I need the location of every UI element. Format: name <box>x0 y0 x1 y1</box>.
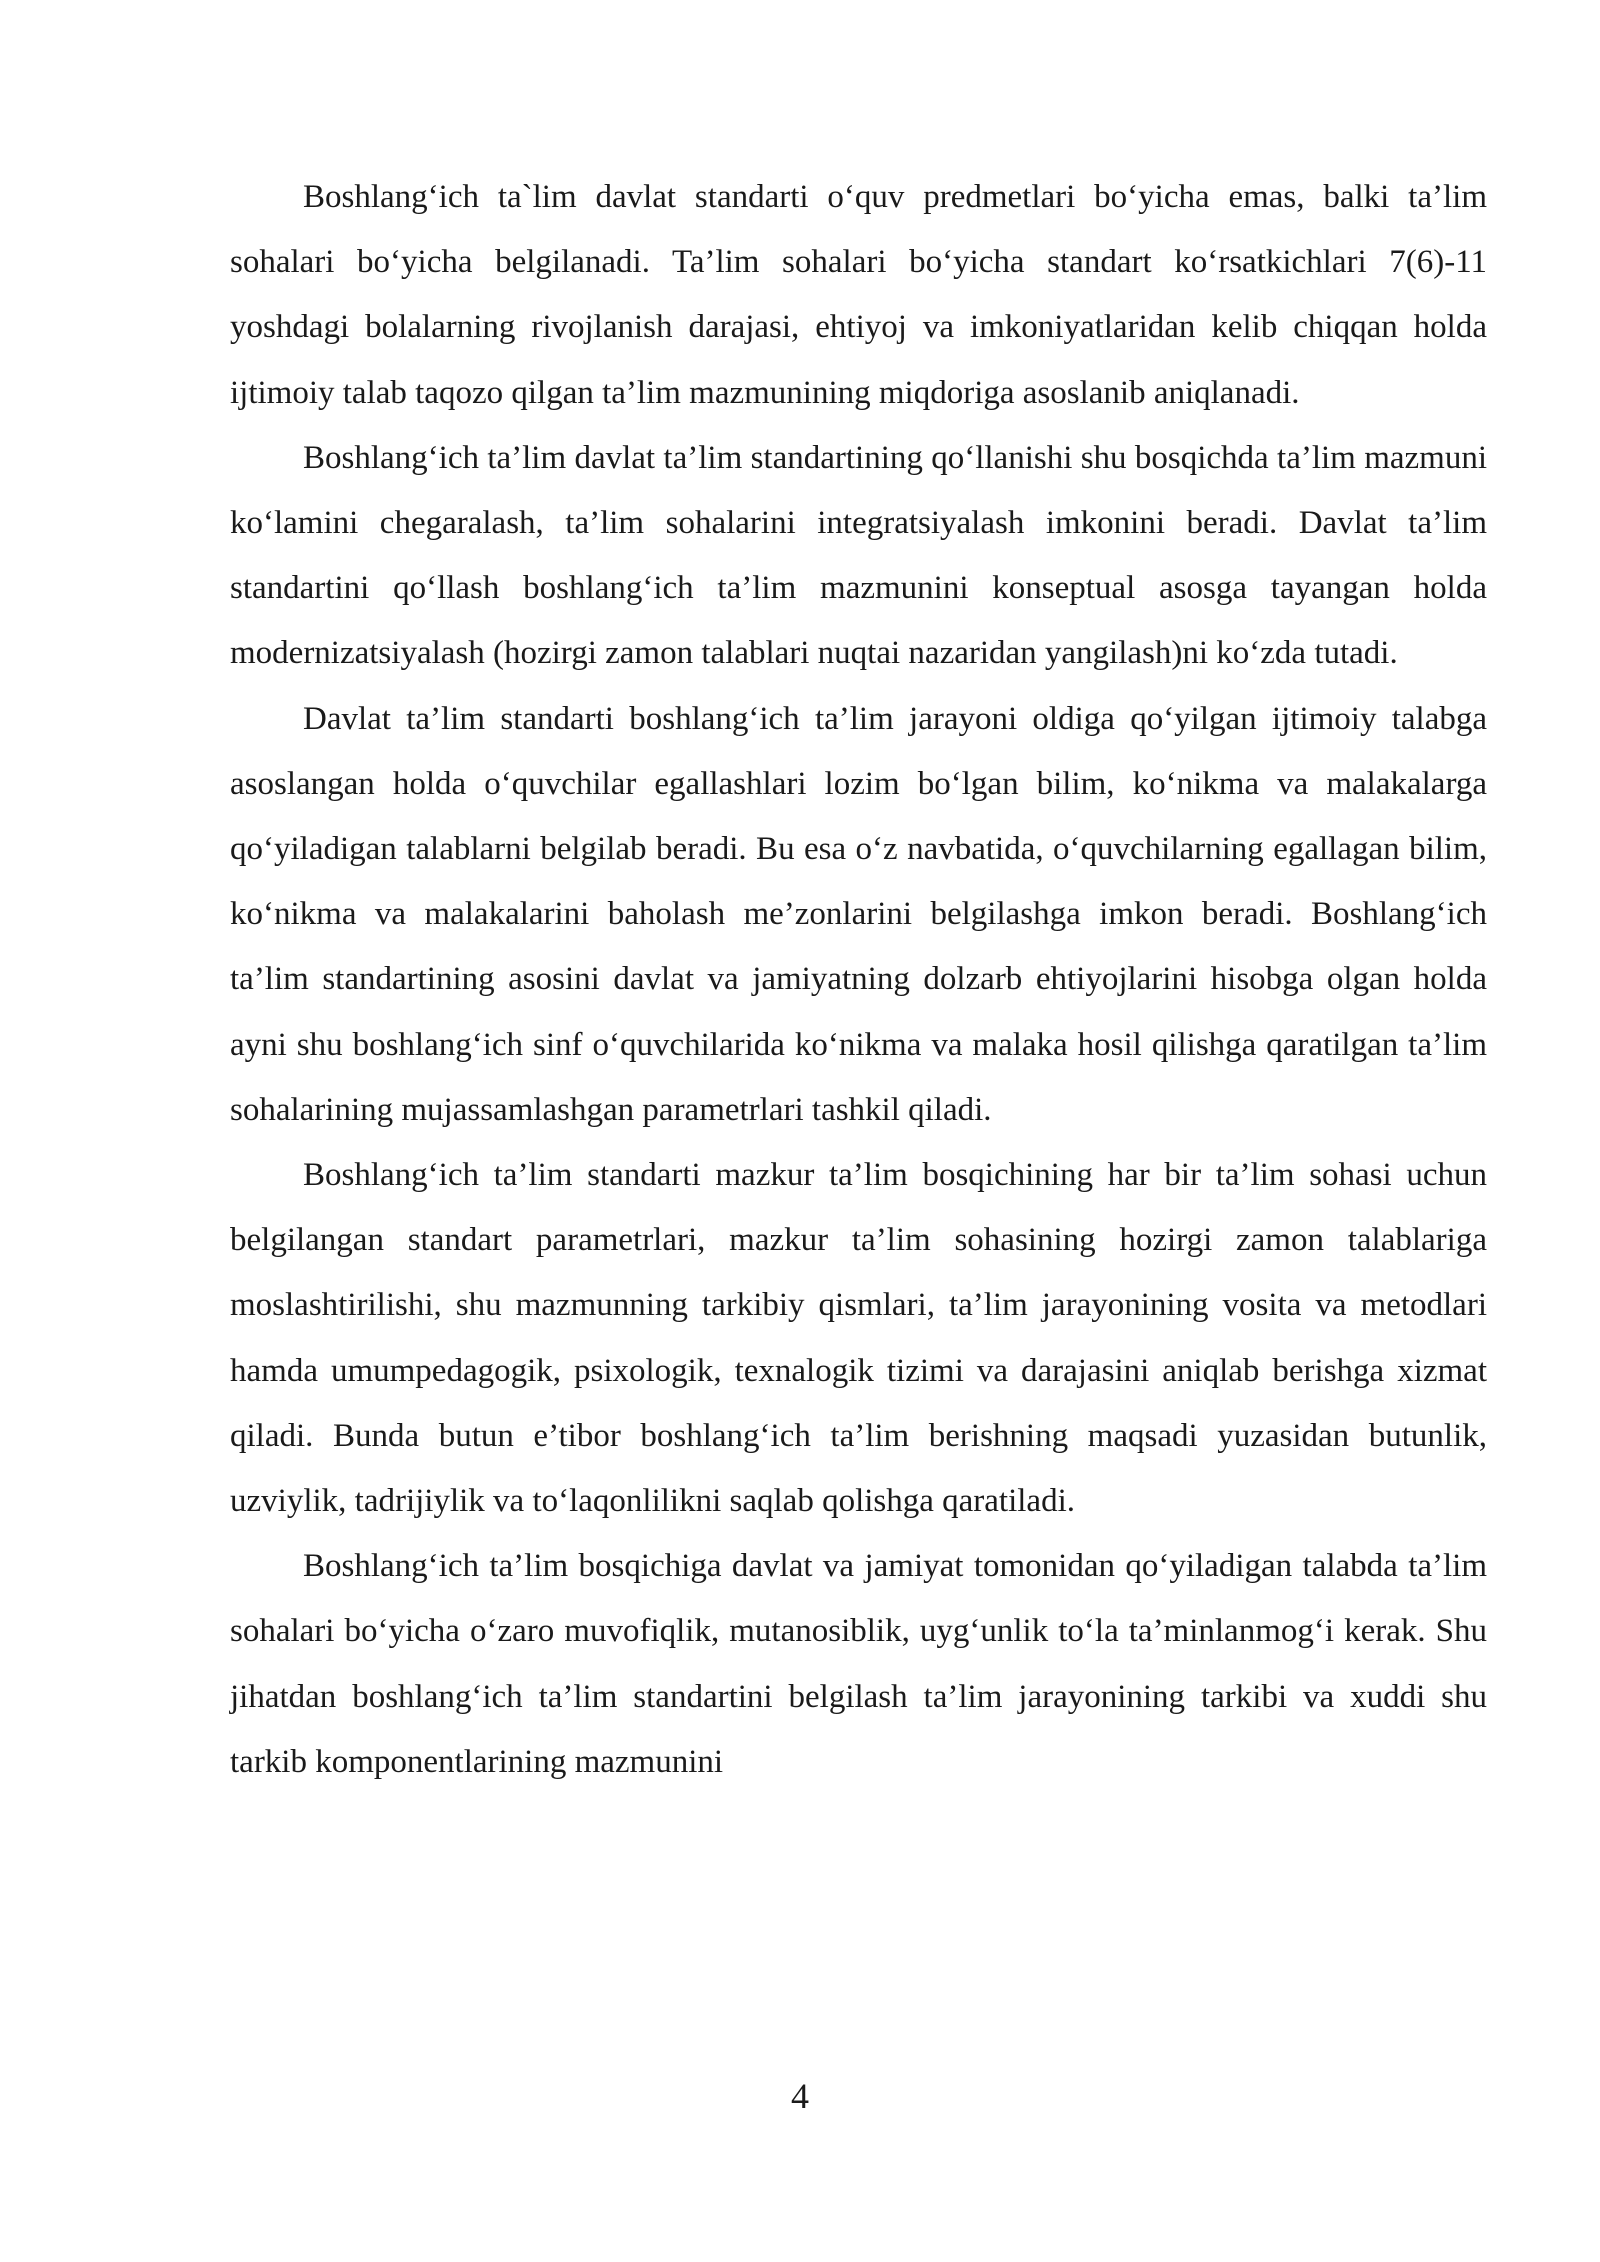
paragraph-4: Boshlang‘ich ta’lim standarti mazkur ta’lim bosqichining har bir ta’lim sohasi uchun belgilangan standart parametrlari, mazkur ta’lim sohasining hozirgi zamon talablariga moslashtirilishi, shu mazmunning tarkibiy qismlari, ta’lim jarayonining vosita va metodlari hamda umumpedagogik, psixologik, texnalogik tizimi va darajasini aniqlab berishga xizmat qiladi. Bunda butun e’tibor boshlang‘ich ta’lim berishning maqsadi yuzasidan butunlik, uzviylik, tadrijiylik va to‘laqonlilikni saqlab qolishga qaratiladi. <box>230 1157 1487 1520</box>
paragraph-2: Boshlang‘ich ta’lim davlat ta’lim standartining qo‘llanishi shu bosqichda ta’lim mazmuni ko‘lamini chegaralash, ta’lim sohalarini integratsiyalash imkonini beradi. Davlat ta’lim standartini qo‘llash boshlang‘ich ta’lim mazmunini konseptual asosga tayangan holda modernizatsiyalash (hozirgi zamon talablari nuqtai nazaridan yangilash)ni ko‘zda tutadi. <box>230 439 1487 672</box>
paragraph-5: Boshlang‘ich ta’lim bosqichiga davlat va jamiyat tomonidan qo‘yiladigan talabda ta’lim sohalari bo‘yicha o‘zaro muvofiqlik, mutanosiblik, uyg‘unlik to‘la ta’minlanmog‘i kerak. Shu jihatdan boshlang‘ich ta’lim standartini belgilash ta’lim jarayonining tarkibi va xuddi shu tarkib komponentlarining mazmunini <box>230 1548 1487 1780</box>
body-text <box>230 165 1487 1795</box>
paragraph-1: Boshlang‘ich ta`lim davlat standarti o‘quv predmetlari bo‘yicha emas, balki ta’lim sohalari bo‘yicha belgilanadi. Ta’lim sohalari bo‘yicha standart ko‘rsatkichlari 7(6)-11 yoshdagi bolalarning rivojlanish darajasi, ehtiyoj va imkoniyatlaridan kelib chiqqan holda ijtimoiy talab taqozo qilgan ta’lim mazmunining miqdoriga asoslanib aniqlanadi. <box>230 179 1487 411</box>
paragraph-3: Davlat ta’lim standarti boshlang‘ich ta’lim jarayoni oldiga qo‘yilgan ijtimoiy talabga asoslangan holda o‘quvchilar egallashlari lozim bo‘lgan bilim, ko‘nikma va malakalarga qo‘yiladigan talablarni belgilab beradi. Bu esa o‘z navbatida, o‘quvchilarning egallagan bilim, ko‘nikma va malakalarini baholash me’zonlarini belgilashga imkon beradi. Boshlang‘ich ta’lim standartining asosini davlat va jamiyatning dolzarb ehtiyojlarini hisobga olgan holda ayni shu boshlang‘ich sinf o‘quvchilarida ko‘nikma va malaka hosil qilishga qaratilgan ta’lim sohalarining mujassamlashgan parametrlari tashkil qiladi. <box>230 700 1487 1128</box>
page-number: 4 <box>791 2076 809 2116</box>
